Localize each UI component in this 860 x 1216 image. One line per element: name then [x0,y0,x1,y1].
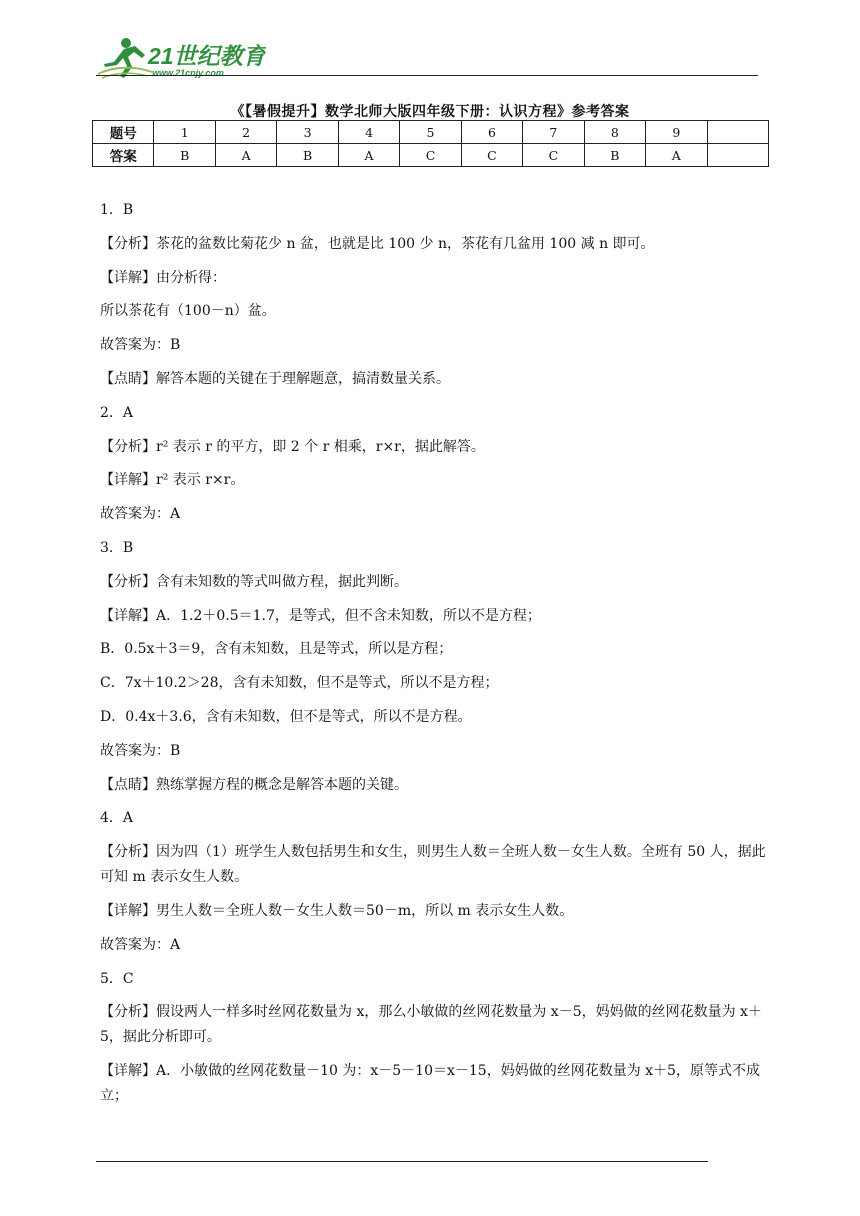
detail-paragraph: 所以茶花有（100－n）盆。 [100,303,276,320]
site-logo [96,36,266,80]
detail-paragraph: 【详解】A．小敏做的丝网花数量－10 为：x－5－10＝x－15，妈妈做的丝网花数量为 x＋5，原等式不成立； [100,1063,760,1105]
final-answer-paragraph: 故答案为：A [100,506,181,523]
solutions-body [100,198,768,1118]
table-cell: B [154,144,215,167]
answer-heading-1: 1．B [100,202,134,218]
table-cell: 8 [584,121,645,144]
detail-paragraph: 【详解】由分析得： [100,269,226,286]
table-cell: B [277,144,338,167]
answer-heading-4: 4．A [100,810,134,827]
final-answer-paragraph: 故答案为：A [100,936,181,953]
table-cell: 3 [277,121,338,144]
table-row-question-numbers [93,121,769,144]
final-answer-paragraph: 故答案为：B [100,742,181,759]
table-cell: 6 [461,121,522,144]
table-cell: 9 [646,121,707,144]
detail-paragraph: D．0.4x＋3.6，含有未知数，但不是等式，所以不是方程。 [100,708,472,725]
final-answer-paragraph: 故答案为：B [100,337,181,354]
row-label-question: 题号 [93,121,154,144]
table-cell: C [461,144,522,167]
detail-paragraph: 【详解】男生人数＝全班人数－女生人数＝50－m，所以 m 表示女生人数。 [100,902,574,919]
detail-paragraph: 【详解】A．1.2＋0.5＝1.7，是等式，但不含未知数，所以不是方程； [100,607,541,624]
table-cell: 1 [154,121,215,144]
table-cell: B [584,144,645,167]
document-title: 《【暑假提升】数学北师大版四年级下册：认识方程》参考答案 [230,104,630,120]
detail-paragraph: C．7x＋10.2＞28，含有未知数，但不是等式，所以不是方程； [100,675,499,692]
analysis-paragraph: 【分析】r² 表示 r 的平方，即 2 个 r 相乘，r×r，据此解答。 [100,438,485,455]
row-label-answer: 答案 [93,144,154,167]
table-cell [707,121,768,144]
header-rule [96,75,758,76]
detail-paragraph: 【详解】r² 表示 r×r。 [100,472,245,489]
table-cell: C [523,144,584,167]
answer-heading-3: 3．B [100,539,134,556]
answer-heading-5: 5．C [100,970,134,987]
analysis-paragraph: 【分析】茶花的盆数比菊花少 n 盆，也就是比 100 少 n，茶花有几盆用 100 减 n 即可。 [100,235,655,252]
table-cell: 4 [338,121,399,144]
detail-paragraph: B．0.5x＋3＝9，含有未知数，且是等式，所以是方程； [100,641,453,658]
answer-heading-2: 2．A [100,404,134,421]
logo-text: 21世纪教育 [148,43,266,69]
table-cell: 5 [400,121,461,144]
analysis-paragraph: 【分析】因为四（1）班学生人数包括男生和女生，则男生人数＝全班人数－女生人数。全班有 50 人，据此可知 m 表示女生人数。 [100,844,766,886]
logo-url: www.21cnjy.com [152,68,224,78]
runner-logo-icon [96,36,266,80]
analysis-paragraph: 【分析】含有未知数的等式叫做方程，据此判断。 [100,573,408,590]
analysis-paragraph: 【分析】假设两人一样多时丝网花数量为 x，那么小敏做的丝网花数量为 x－5，妈妈做的丝网花数量为 x＋5，据此分析即可。 [100,1004,762,1046]
table-cell: A [215,144,276,167]
table-cell: 2 [215,121,276,144]
comment-paragraph: 【点睛】解答本题的关键在于理解题意，搞清数量关系。 [100,370,450,387]
table-cell: 7 [523,121,584,144]
answer-table [92,120,769,167]
table-cell: C [400,144,461,167]
table-row-answers [93,144,769,167]
table-cell: A [338,144,399,167]
comment-paragraph: 【点睛】熟练掌握方程的概念是解答本题的关键。 [100,776,408,793]
footer-rule [96,1161,708,1162]
table-cell [707,144,768,167]
table-cell: A [646,144,707,167]
